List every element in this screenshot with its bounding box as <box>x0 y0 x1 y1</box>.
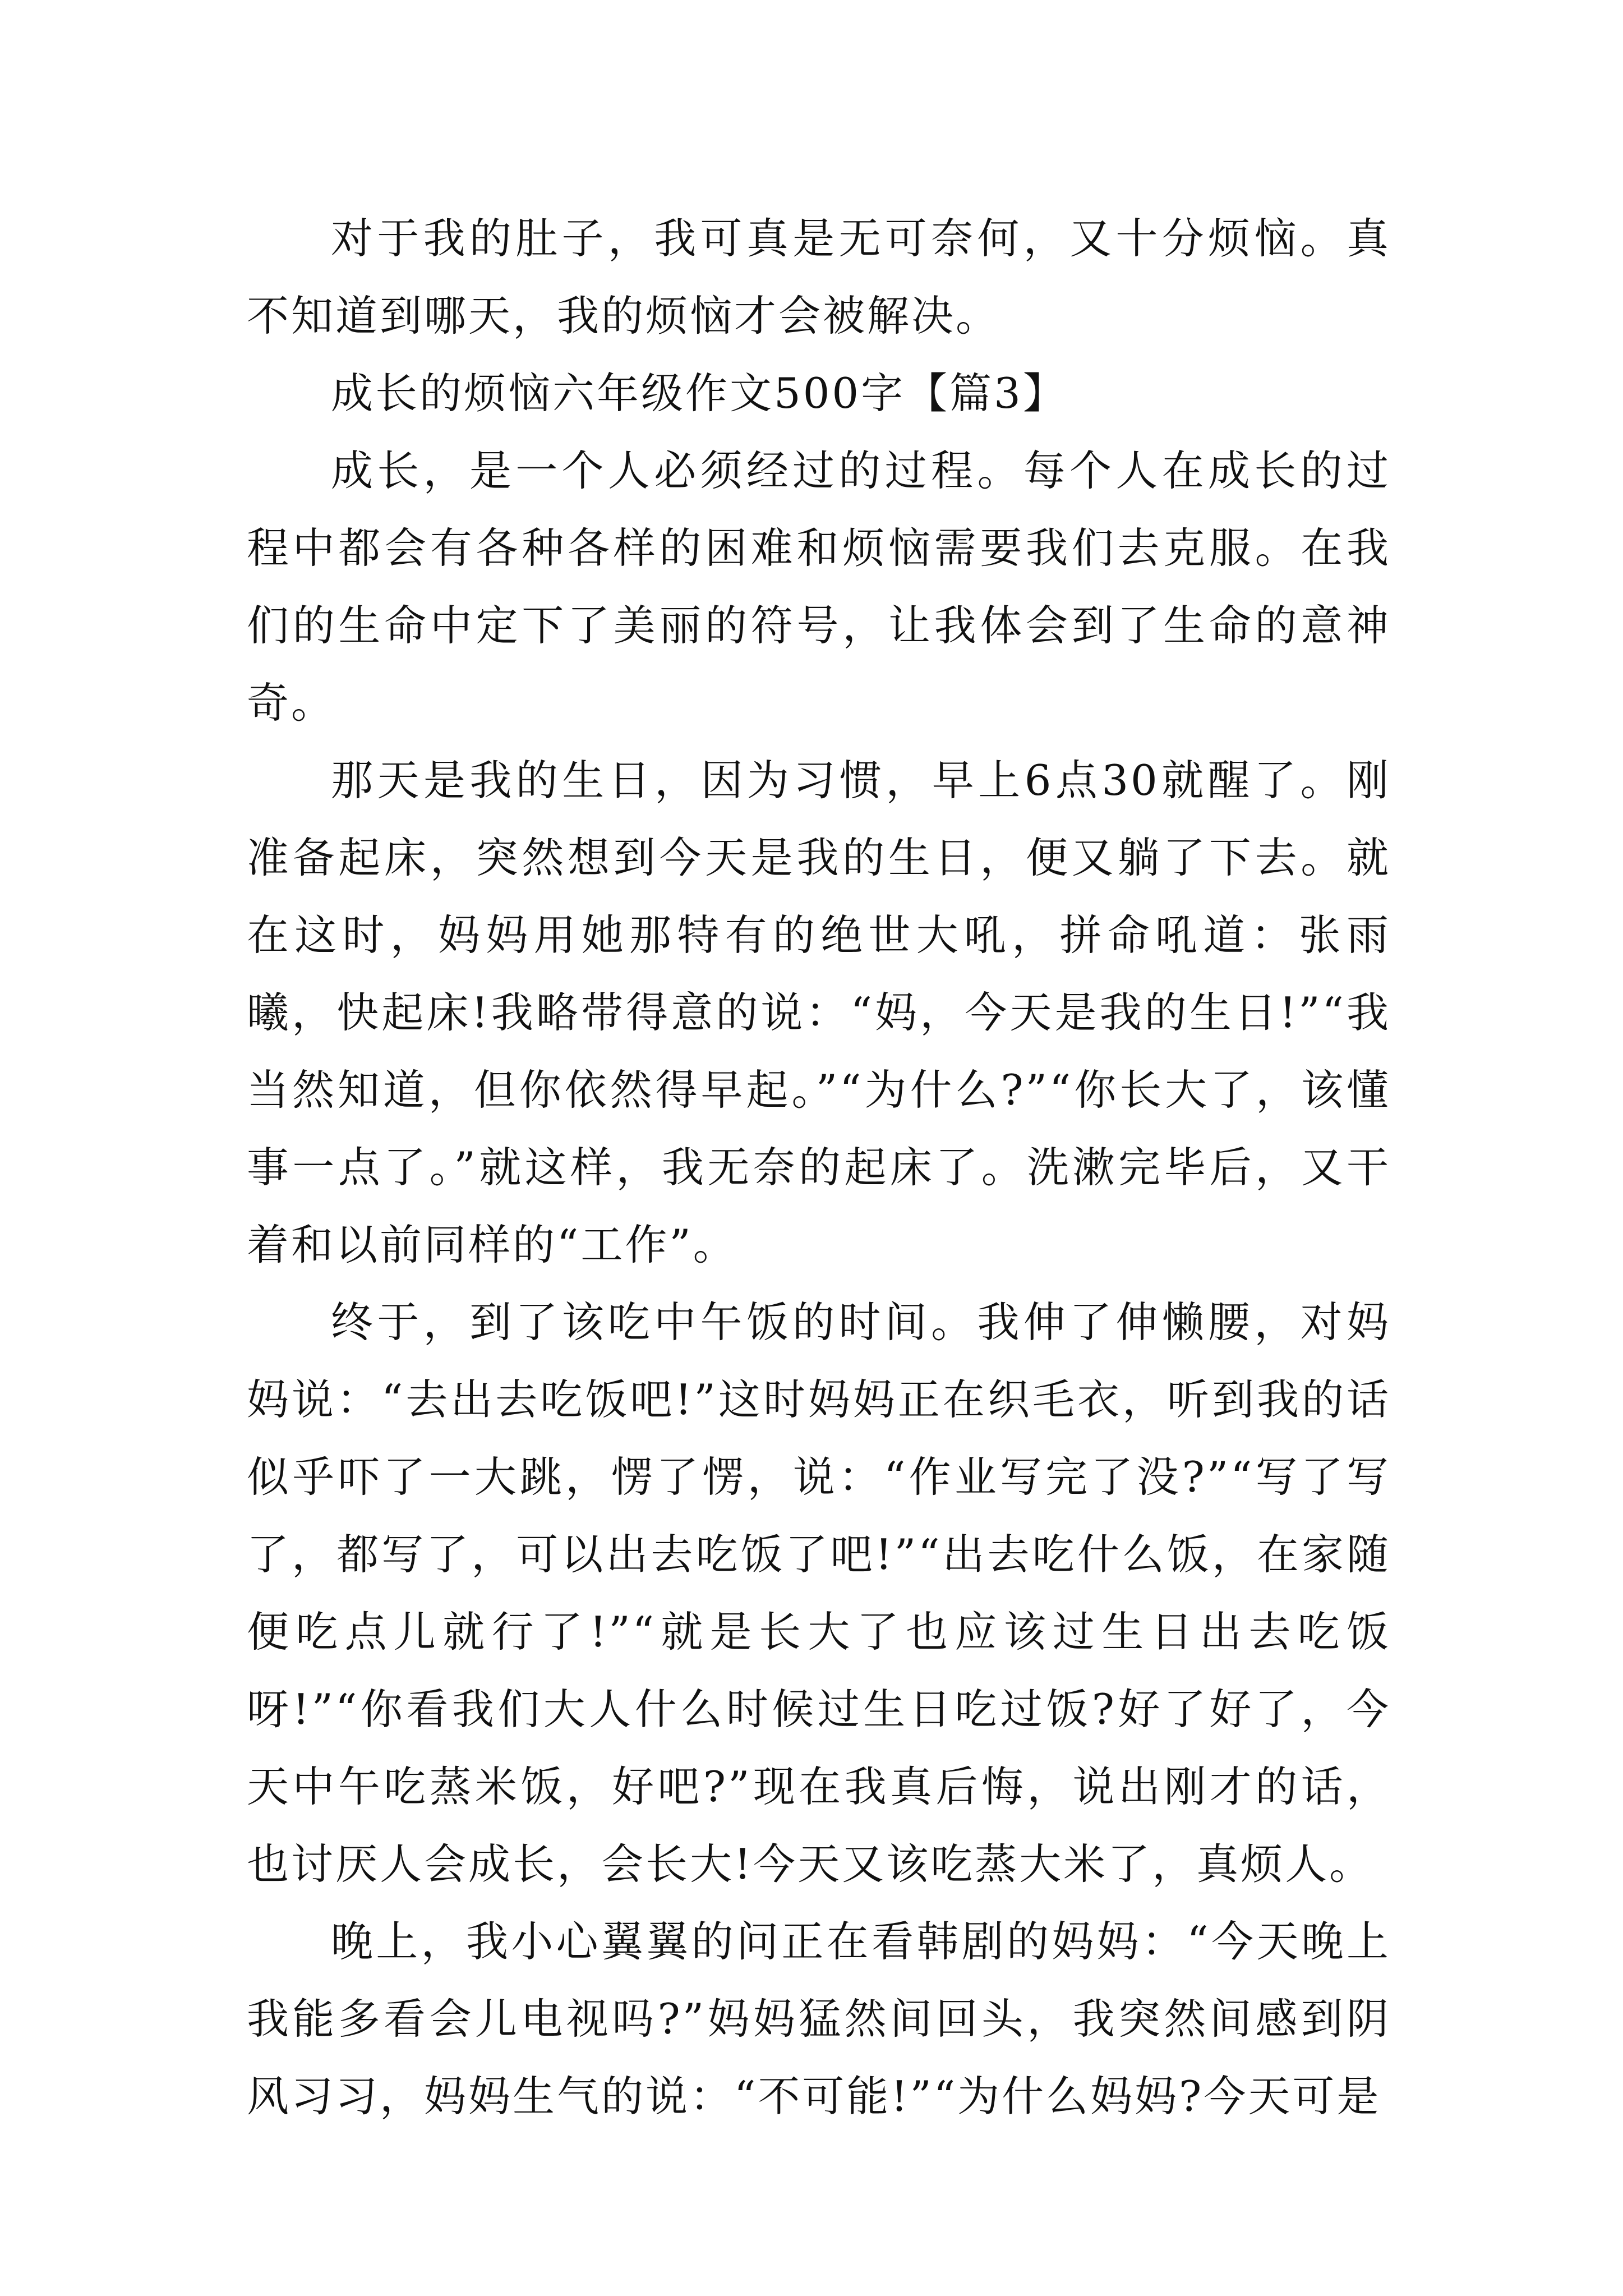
paragraph-evening: 晚上，我小心翼翼的问正在看韩剧的妈妈：“今天晚上我能多看会儿电视吗?”妈妈猛然间回头，我突然间感到阴风习习，妈妈生气的说：“不可能!”“为什么妈妈?今天可是 <box>247 1917 1391 2121</box>
paragraph-intro-ending: 对于我的肚子，我可真是无可奈何，又十分烦恼。真不知道到哪天，我的烦恼才会被解决。 <box>247 214 1391 341</box>
essay-heading: 成长的烦恼六年级作文500字【篇3】 <box>331 369 1067 418</box>
document-body <box>247 200 1391 2135</box>
paragraph-birthday-morning: 那天是我的生日，因为习惯，早上6点30就醒了。刚准备起床，突然想到今天是我的生日，便又躺了下去。就在这时，妈妈用她那特有的绝世大吼，拼命吼道：张雨曦，快起床!我略带得意的说：“妈，今天是我的生日!”“我当然知道，但你依然得早起。”“为什么?”“你长大了，该懂事一点了。”就这样，我无奈的起床了。洗漱完毕后，又干着和以前同样的“工作”。 <box>247 756 1391 1269</box>
paragraph-lunch: 终于，到了该吃中午饭的时间。我伸了伸懒腰，对妈妈说：“去出去吃饭吧!”这时妈妈正在织毛衣，听到我的话似乎吓了一大跳，愣了愣，说：“作业写完了没?”“写了写了，都写了，可以出去吃饭了吧!”“出去吃什么饭，在家随便吃点儿就行了!”“就是长大了也应该过生日出去吃饭呀!”“你看我们大人什么时候过生日吃过饭?好了好了，今天中午吃蒸米饭，好吧?”现在我真后悔，说出刚才的话，也讨厌人会成长，会长大!今天又该吃蒸大米了，真烦人。 <box>247 1297 1391 1889</box>
paragraph-growth: 成长，是一个人必须经过的过程。每个人在成长的过程中都会有各种各样的困难和烦恼需要我们去克服。在我们的生命中定下了美丽的符号，让我体会到了生命的意神奇。 <box>247 446 1391 728</box>
